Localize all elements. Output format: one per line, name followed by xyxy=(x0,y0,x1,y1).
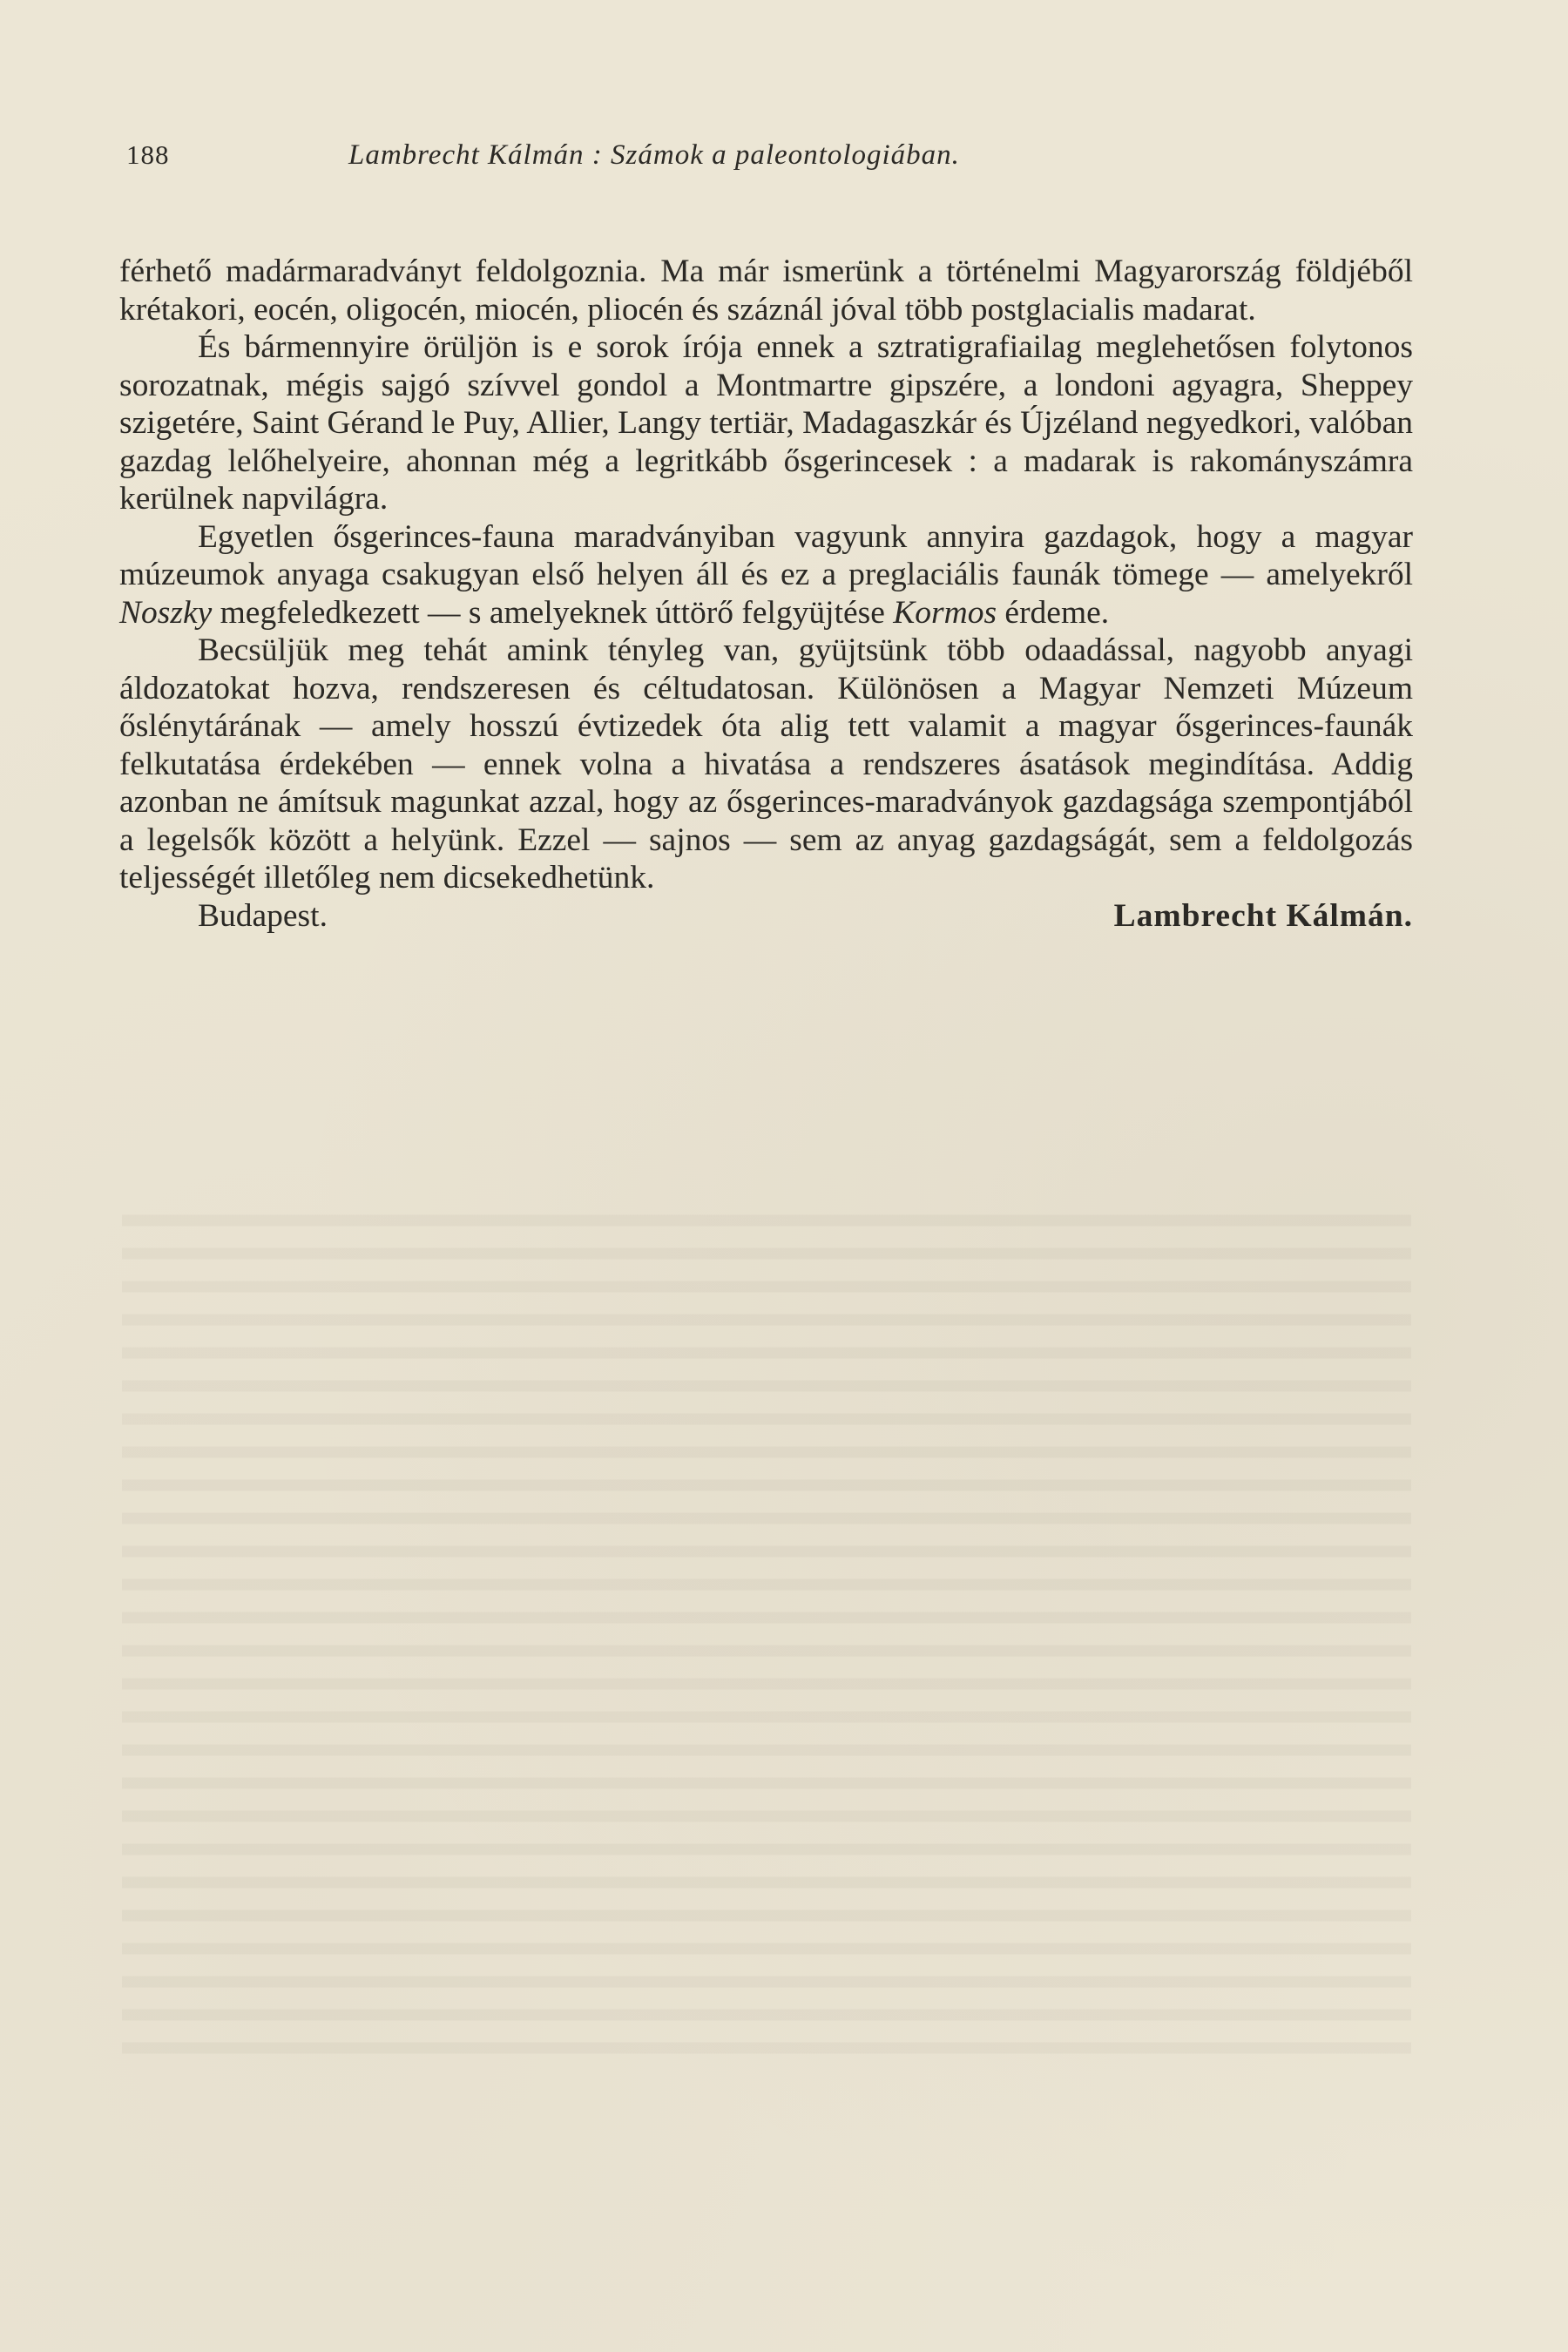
paragraph xyxy=(119,518,1413,632)
page-number: 188 xyxy=(126,139,170,170)
page-header xyxy=(118,139,1459,179)
show-through-texture xyxy=(122,1202,1411,2073)
italic-name: Kormos xyxy=(893,594,997,631)
paragraph-text: érdeme. xyxy=(997,594,1110,631)
signature-line xyxy=(119,897,1413,936)
paragraph-text: Becsüljük meg tehát amink tényleg van, gyüjtsünk több odaadással, nagyobb anyagi áldozatokat hozva, rendszeresen és céltudatosan. Különösen a Magyar Nemzeti Múzeum őslénytárának — amely hosszú évtizedek óta alig tett valamit a magyar ősgerinces-faunák felkutatása érdekében — ennek volna a hivatása a rendszeres ásatások megindítása. Addig azonban ne ámítsuk magunkat azzal, hogy az ősgerinces-maradványok gazdagsága szempontjából a legelsők között a helyünk. Ezzel — sajnos — sem az anyag gazdagságát, sem a feldolgozás teljességét illetőleg nem dicsekedhetünk. xyxy=(119,632,1413,896)
signature-author: Lambrecht Kálmán. xyxy=(1113,897,1413,934)
paragraph xyxy=(119,253,1413,328)
italic-name: Noszky xyxy=(119,594,213,631)
paragraph-text: megfeledkezett — s amelyeknek úttörő felgyüjtése xyxy=(212,594,894,631)
paragraph-list xyxy=(119,253,1413,897)
paragraph-text: És bármennyire örüljön is e sorok írója ennek a sztratigrafiailag meglehetősen folytonos sorozatnak, mégis sajgó szívvel gondol a Montmartre gipszére, a londoni agyagra, Sheppey szigetére, Saint Gérand le Puy, Allier, Langy tertiär, Madagaszkár és Újzéland negyedkori, valóban gazdag lelőhelyeire, ahonnan még a legritkább ősgerincesek : a madarak is rakományszámra kerülnek napvilágra. xyxy=(119,329,1413,517)
paragraph xyxy=(119,632,1413,897)
article-body xyxy=(119,253,1413,935)
signature-place: Budapest. xyxy=(198,897,328,934)
paragraph-text: férhető madármaradványt feldolgoznia. Ma már ismerünk a történelmi Magyarország földjéből krétakori, eocén, oligocén, miocén, pliocén és száznál jóval több postglacialis madarat. xyxy=(119,253,1413,328)
paragraph-text: Egyetlen ősgerinces-fauna maradványiban vagyunk annyira gazdagok, hogy a magyar múzeumok anyaga csakugyan első helyen áll és ez a preglaciális faunák tömege — amelyekről xyxy=(119,518,1413,592)
running-title: Lambrecht Kálmán : Számok a paleontologiában. xyxy=(348,139,960,171)
paragraph xyxy=(119,328,1413,518)
